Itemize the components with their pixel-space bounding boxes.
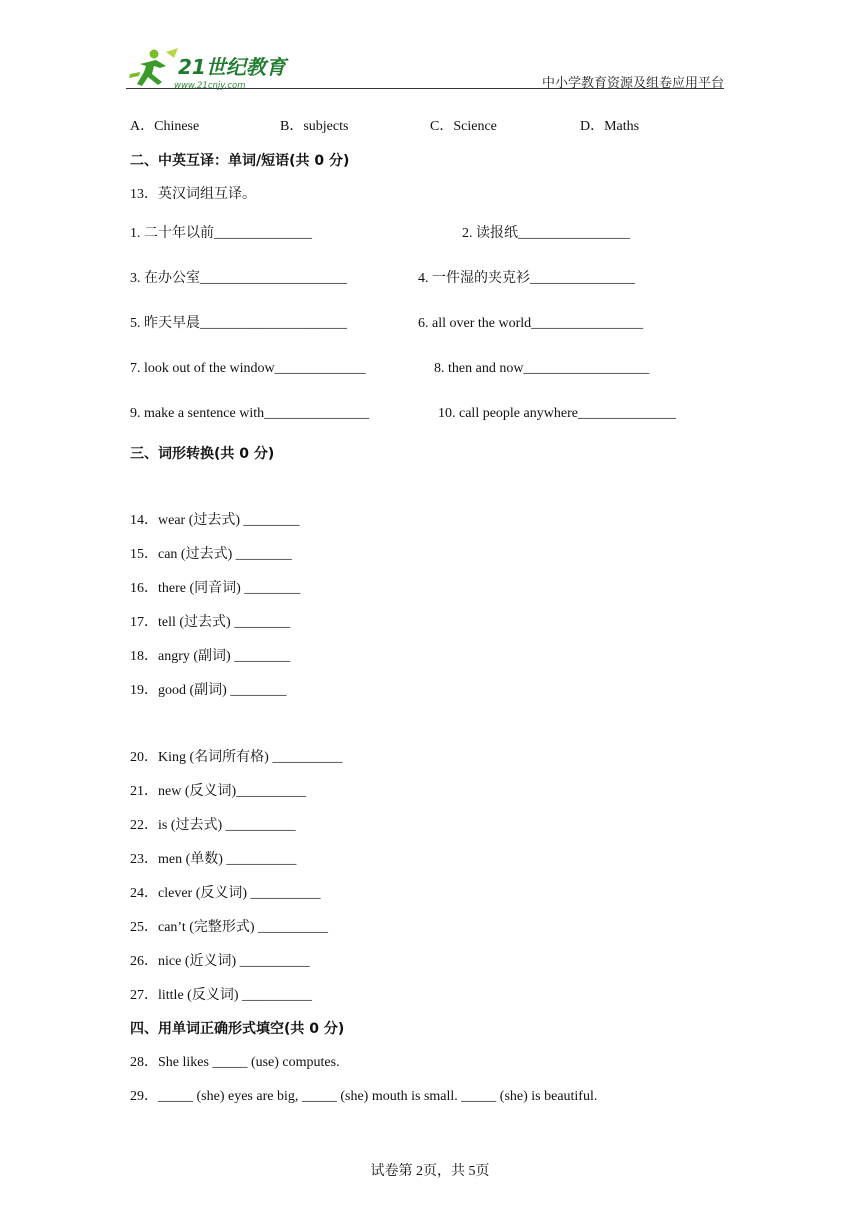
question-28: 28．She likes _____ (use) computes. bbox=[130, 1055, 340, 1070]
question-17: 17．tell (过去式) ________ bbox=[130, 615, 291, 630]
translate-item-7: 7. look out of the window_____________ bbox=[130, 361, 366, 376]
translate-item-2: 2. 读报纸________________ bbox=[462, 226, 630, 241]
translate-item-3: 3. 在办公室_____________________ bbox=[130, 271, 347, 286]
translate-item-6: 6. all over the world________________ bbox=[418, 316, 644, 331]
question-14: 14．wear (过去式) ________ bbox=[130, 513, 300, 528]
question-13: 13．英汉词组互译。 bbox=[130, 187, 256, 202]
section-title-3: 三、词形转换(共 0 分) bbox=[130, 446, 275, 462]
platform-name: 中小学教育资源及组卷应用平台 bbox=[541, 76, 724, 91]
option-b: B．subjects bbox=[280, 119, 349, 134]
translate-item-1: 1. 二十年以前______________ bbox=[130, 226, 312, 241]
translate-item-10: 10. call people anywhere______________ bbox=[438, 406, 676, 421]
question-23: 23．men (单数) __________ bbox=[130, 852, 297, 867]
question-24: 24．clever (反义词) __________ bbox=[130, 886, 321, 901]
question-16: 16．there (同音词) ________ bbox=[130, 581, 301, 596]
site-logo bbox=[126, 44, 306, 92]
question-22: 22．is (过去式) __________ bbox=[130, 818, 296, 833]
option-d: D．Maths bbox=[580, 119, 640, 134]
page-footer: 试卷第 2页，共 5页 bbox=[370, 1164, 490, 1179]
question-19: 19．good (副词) ________ bbox=[130, 683, 287, 698]
section-title-2: 二、中英互译：单词/短语(共 0 分) bbox=[130, 153, 350, 169]
section-title-4: 四、用单词正确形式填空(共 0 分) bbox=[130, 1021, 345, 1037]
runner-icon bbox=[129, 48, 178, 86]
question-20: 20．King (名词所有格) __________ bbox=[130, 750, 343, 765]
translate-item-8: 8. then and now__________________ bbox=[434, 361, 650, 376]
option-c: C．Science bbox=[430, 119, 497, 134]
translate-item-5: 5. 昨天早晨_____________________ bbox=[130, 316, 347, 331]
question-15: 15．can (过去式) ________ bbox=[130, 547, 292, 562]
logo-url: www.21cnjy.com bbox=[174, 81, 246, 91]
translate-item-9: 9. make a sentence with_______________ bbox=[130, 406, 370, 421]
question-26: 26．nice (近义词) __________ bbox=[130, 954, 310, 969]
question-18: 18．angry (副词) ________ bbox=[130, 649, 291, 664]
translate-item-4: 4. 一件湿的夹克衫_______________ bbox=[418, 271, 635, 286]
question-25: 25．can’t (完整形式) __________ bbox=[130, 920, 329, 935]
question-21: 21．new (反义词)__________ bbox=[130, 784, 307, 799]
question-29: 29．_____ (she) eyes are big, _____ (she) mouth is small. _____ (she) is beautiful. bbox=[130, 1089, 598, 1104]
option-a: A．Chinese bbox=[130, 119, 200, 134]
logo-text: 21世纪教育 bbox=[178, 55, 286, 79]
question-27: 27．little (反义词) __________ bbox=[130, 988, 312, 1003]
header-divider bbox=[126, 88, 724, 89]
